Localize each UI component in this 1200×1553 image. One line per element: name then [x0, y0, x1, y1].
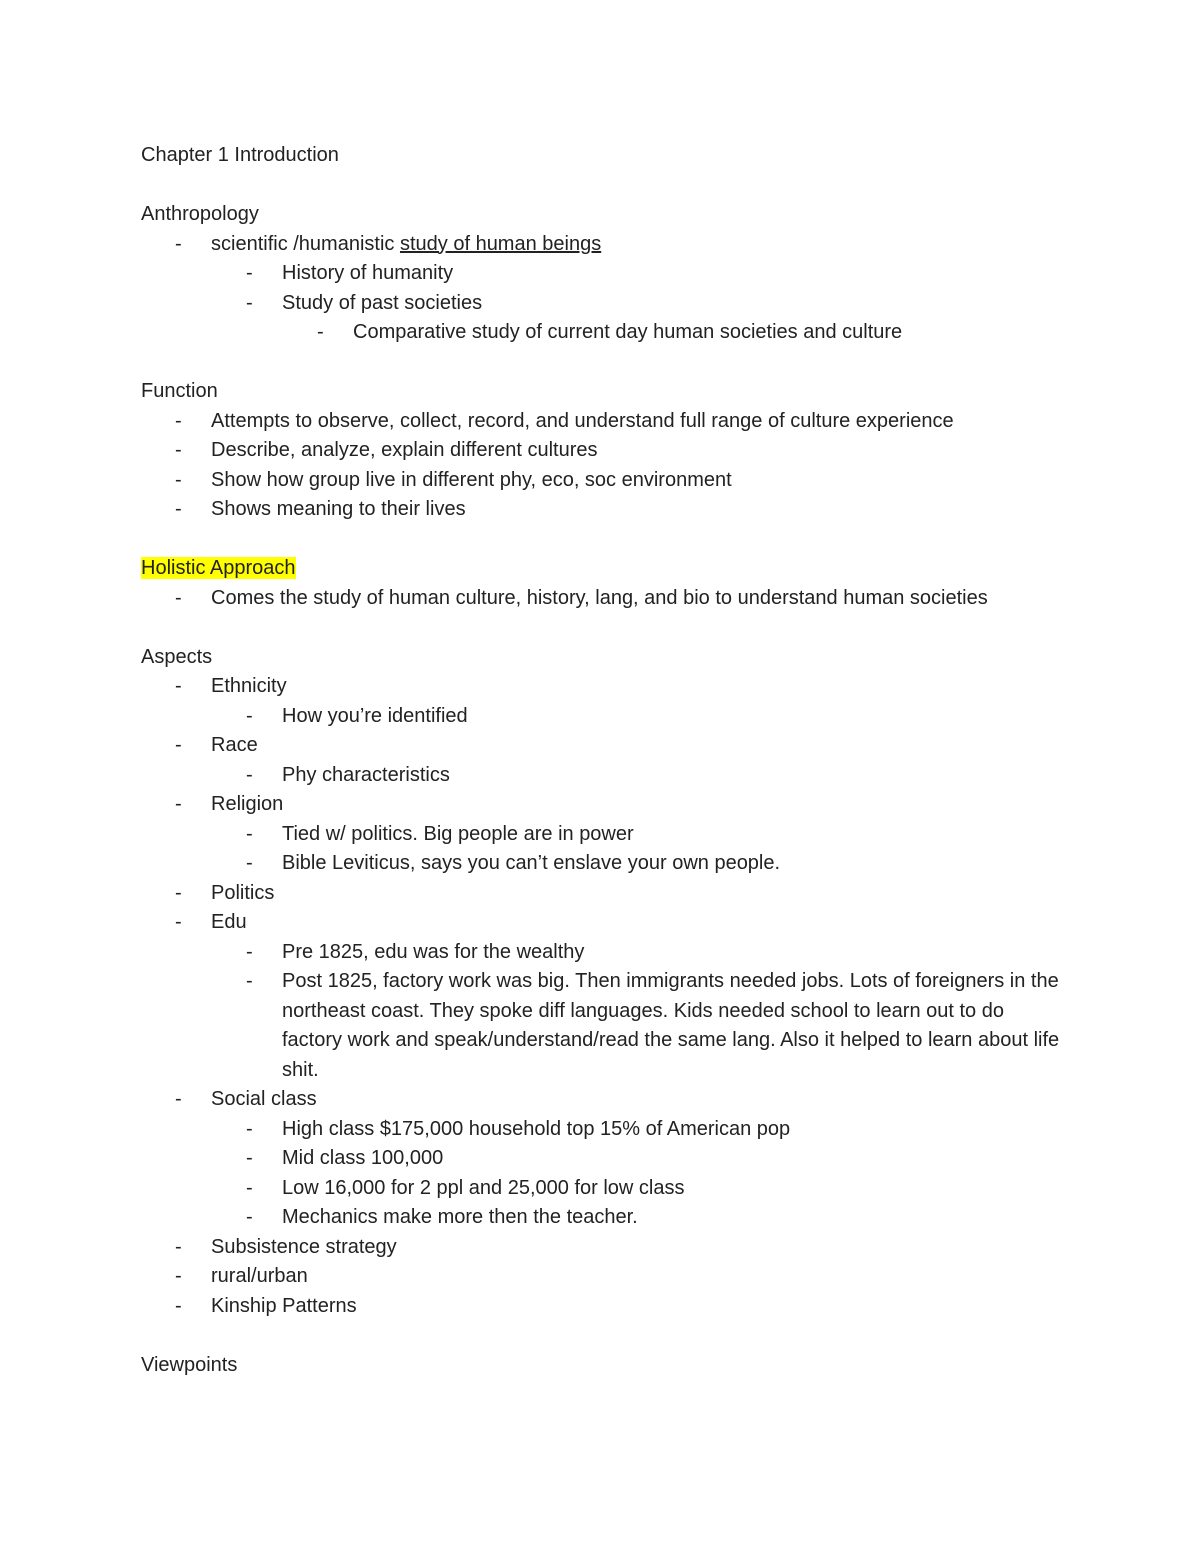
- list-item-text: How you’re identified: [282, 704, 468, 727]
- list-item-text: Tied w/ politics. Big people are in power: [282, 822, 634, 845]
- bullet-dash: -: [175, 911, 182, 933]
- list-item: [141, 230, 1081, 260]
- list-item: [141, 790, 1081, 820]
- viewpoints-heading: Viewpoints: [141, 1353, 238, 1376]
- underlined-text: study of human beings: [399, 232, 602, 255]
- bullet-dash: -: [246, 291, 253, 314]
- bullet-dash: -: [246, 1147, 253, 1169]
- list-item: [141, 1262, 1081, 1292]
- list-item-text: Race: [211, 734, 258, 756]
- list-item-text: Politics: [211, 881, 275, 904]
- bullet-dash: -: [246, 763, 253, 786]
- list-item-text: History of humanity: [282, 262, 454, 284]
- list-item-text: Mid class 100,000: [282, 1147, 444, 1169]
- bullet-dash: -: [175, 675, 182, 697]
- list-item: [141, 849, 1081, 879]
- bullet-dash: -: [246, 852, 253, 874]
- list-item-text: Low 16,000 for 2 ppl and 25,000 for low class: [282, 1176, 685, 1199]
- list-item-text: Religion: [211, 793, 284, 815]
- list-item: [141, 761, 1081, 791]
- list-item-text: Social class: [211, 1088, 317, 1110]
- bullet-dash: -: [175, 409, 182, 432]
- list-item: [141, 820, 1081, 850]
- list-item-text: Subsistence strategy: [211, 1235, 397, 1258]
- bullet-dash: -: [175, 232, 182, 255]
- bullet-dash: -: [246, 1117, 253, 1140]
- bullet-dash: -: [175, 1088, 182, 1110]
- list-item-text: Ethnicity: [211, 675, 287, 697]
- bullet-dash: -: [246, 1206, 253, 1228]
- document-page: [141, 141, 1081, 1380]
- list-item-text: Bible Leviticus, says you can’t enslave your own people.: [282, 852, 781, 874]
- list-item: [141, 702, 1081, 732]
- bullet-dash: -: [246, 822, 253, 845]
- bullet-dash: -: [317, 321, 324, 343]
- list-item: [141, 1203, 1081, 1233]
- list-item: [141, 289, 1081, 319]
- list-item: [141, 436, 1081, 466]
- bullet-dash: -: [246, 704, 253, 727]
- list-item: [141, 466, 1081, 496]
- bullet-dash: -: [175, 881, 182, 904]
- list-item-text: Study of past societies: [282, 291, 483, 314]
- list-item: [141, 1144, 1081, 1174]
- bullet-dash: -: [175, 1235, 182, 1258]
- list-item-text: High class $175,000 household top 15% of American pop: [282, 1117, 791, 1140]
- list-item-text: Post 1825, factory work was big. Then immigrants needed jobs. Lots of foreigners in the northeast coast. They spoke diff languages. Kids needed school to learn out to do factory work and speak/understand/read the same lang. Also it helped to learn about life shit.: [282, 970, 1060, 1081]
- list-item: [141, 672, 1081, 702]
- list-item: [141, 1085, 1081, 1115]
- bullet-dash: -: [246, 1176, 253, 1199]
- bullet-dash: -: [246, 940, 253, 963]
- list-item-text: Kinship Patterns: [211, 1294, 357, 1317]
- bullet-dash: -: [175, 793, 182, 815]
- list-item: [141, 1174, 1081, 1204]
- list-item-text: Pre 1825, edu was for the wealthy: [282, 940, 585, 963]
- bullet-dash: -: [175, 1265, 182, 1287]
- bullet-dash: -: [175, 1294, 182, 1317]
- list-item-text: Comparative study of current day human societies and culture: [353, 321, 903, 343]
- list-item-text: Attempts to observe, collect, record, and understand full range of culture experience: [211, 409, 954, 432]
- list-item: [141, 407, 1081, 437]
- function-heading: Function: [141, 380, 218, 402]
- list-item-text: Phy characteristics: [282, 763, 450, 786]
- bullet-dash: -: [246, 970, 253, 992]
- list-item: [141, 908, 1081, 938]
- bullet-dash: -: [175, 498, 182, 520]
- list-item: [141, 259, 1081, 289]
- bullet-dash: -: [175, 468, 182, 491]
- bullet-dash: -: [246, 262, 253, 284]
- list-item: [141, 879, 1081, 909]
- list-item: [141, 731, 1081, 761]
- anthropology-heading: Anthropology: [141, 203, 259, 225]
- list-item: [141, 938, 1081, 968]
- holistic-heading-line: [141, 554, 1081, 584]
- highlighted-heading: Holistic Approach: [141, 557, 296, 579]
- list-item-text: Shows meaning to their lives: [211, 498, 466, 520]
- list-item-text: scientific /humanistic: [211, 232, 400, 255]
- list-item-text: Mechanics make more then the teacher.: [282, 1206, 638, 1228]
- list-item-text: Describe, analyze, explain different cultures: [211, 439, 598, 461]
- aspects-heading: Aspects: [141, 645, 213, 668]
- list-item: [141, 1233, 1081, 1263]
- list-item: [141, 318, 1081, 348]
- bullet-dash: -: [175, 586, 182, 609]
- bullet-dash: -: [175, 734, 182, 756]
- page-title: Chapter 1 Introduction: [141, 144, 339, 166]
- list-item: [141, 1115, 1081, 1145]
- bullet-dash: -: [175, 439, 182, 461]
- list-item: [141, 495, 1081, 525]
- list-item: [141, 584, 1081, 614]
- list-item-text: Comes the study of human culture, history, lang, and bio to understand human societies: [211, 586, 988, 609]
- list-item-text: Show how group live in different phy, eco, soc environment: [211, 468, 732, 491]
- list-item-text: Edu: [211, 911, 247, 933]
- list-item-text: rural/urban: [211, 1265, 308, 1287]
- list-item: [141, 1292, 1081, 1322]
- list-item: [141, 967, 1062, 1085]
